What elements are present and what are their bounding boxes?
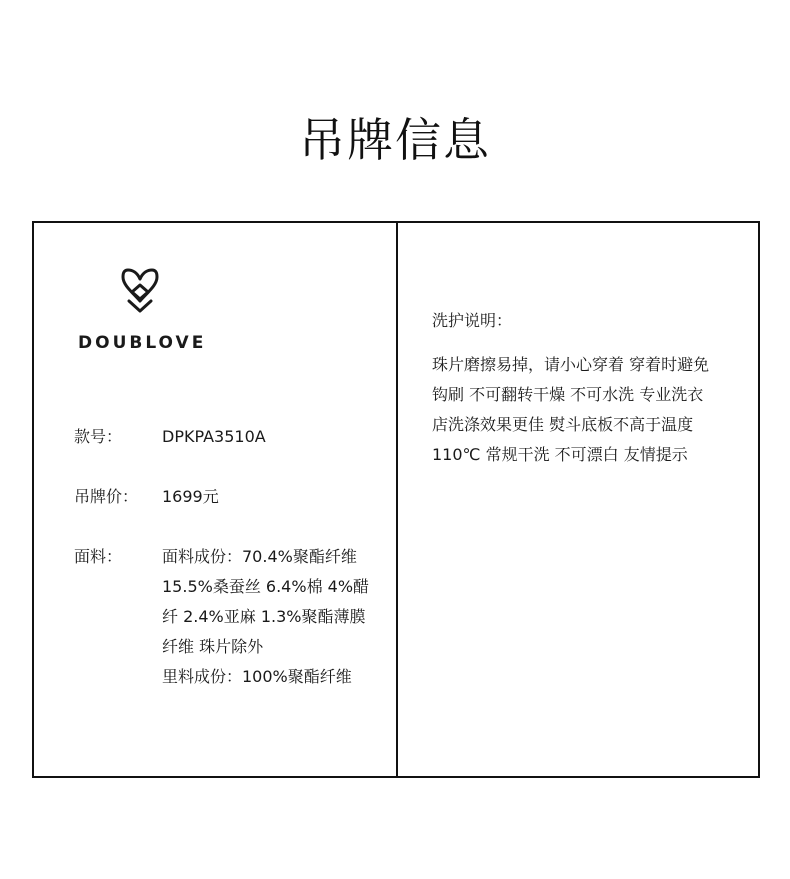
product-info-column (34, 223, 398, 776)
fabric-line: 纤维 珠片除外 (162, 637, 264, 656)
brand-name: DOUBLOVE (78, 333, 207, 353)
price-label: 吊牌价： (74, 487, 139, 506)
care-line: 钩刷 不可翻转干燥 不可水洗 专业洗衣 (432, 385, 704, 404)
sku-value: DPKPA3510A (162, 427, 266, 446)
sku-label: 款号： (74, 427, 123, 446)
price-value: 1699元 (162, 487, 219, 506)
page-title: 吊牌信息 (299, 113, 491, 167)
lining-line: 里料成份：100%聚酯纤维 (162, 667, 352, 686)
care-line: 110℃ 常规干洗 不可漂白 友情提示 (432, 445, 688, 464)
fabric-line: 面料成份：70.4%聚酯纤维 (162, 547, 357, 566)
care-instructions-column (398, 223, 758, 776)
care-heading: 洗护说明： (432, 311, 513, 330)
fabric-label: 面料： (74, 547, 123, 566)
fabric-line: 15.5%桑蚕丝 6.4%棉 4%醋 (162, 577, 370, 596)
heart-logo-icon (121, 267, 159, 313)
fabric-composition (162, 542, 387, 692)
care-line: 店洗涤效果更佳 熨斗底板不高于温度 (432, 415, 694, 434)
care-instructions (432, 350, 744, 470)
hang-tag-panel (32, 221, 760, 778)
care-line: 珠片磨擦易掉，请小心穿着 穿着时避免 (432, 355, 710, 374)
fabric-line: 纤 2.4%亚麻 1.3%聚酯薄膜 (162, 607, 366, 626)
